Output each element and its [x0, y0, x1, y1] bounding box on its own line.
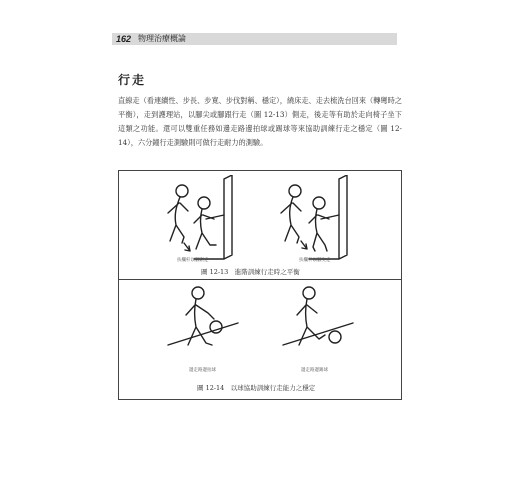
panel-label-bounce: 邊走路邊拍球	[189, 368, 216, 373]
book-title: 物理治療概論	[138, 34, 186, 43]
panel-label-toe: 扶欄杆以腳尖走	[299, 258, 331, 263]
heel-walk-illustration	[154, 175, 254, 263]
body-paragraph: 直線走（看連續性、步長、步寬、步伐對稱、穩定），繞床走、走去梳洗台回來（轉彎時之平衡），走到護理站，以腳尖或腳跟行走（圖 12-13）側走，後走等有助於走向椅子坐下這類之功能。還可以雙重任務如邊走路邊拍球或踢球等來協助訓練行走之穩定（圖 12-14），六分鐘行走測驗則可做行走耐力的測驗。	[118, 96, 402, 147]
figure-frame	[118, 170, 402, 400]
figure-divider	[119, 279, 401, 280]
ball-kick-illustration	[279, 283, 369, 363]
figure-12-13-caption: 圖 12-13 進階訓練行走時之平衡	[201, 268, 300, 276]
panel-label-kick: 邊走路邊踢球	[301, 368, 328, 373]
section-title: 行走	[118, 73, 147, 87]
ball-bounce-illustration	[164, 283, 254, 363]
page-number: 162	[116, 34, 132, 44]
figure-12-14-caption: 圖 12-14 以球協助訓練行走能力之穩定	[197, 384, 316, 392]
panel-label-heel: 扶欄杆以腳跟走	[177, 258, 209, 263]
toe-walk-illustration	[269, 175, 369, 263]
